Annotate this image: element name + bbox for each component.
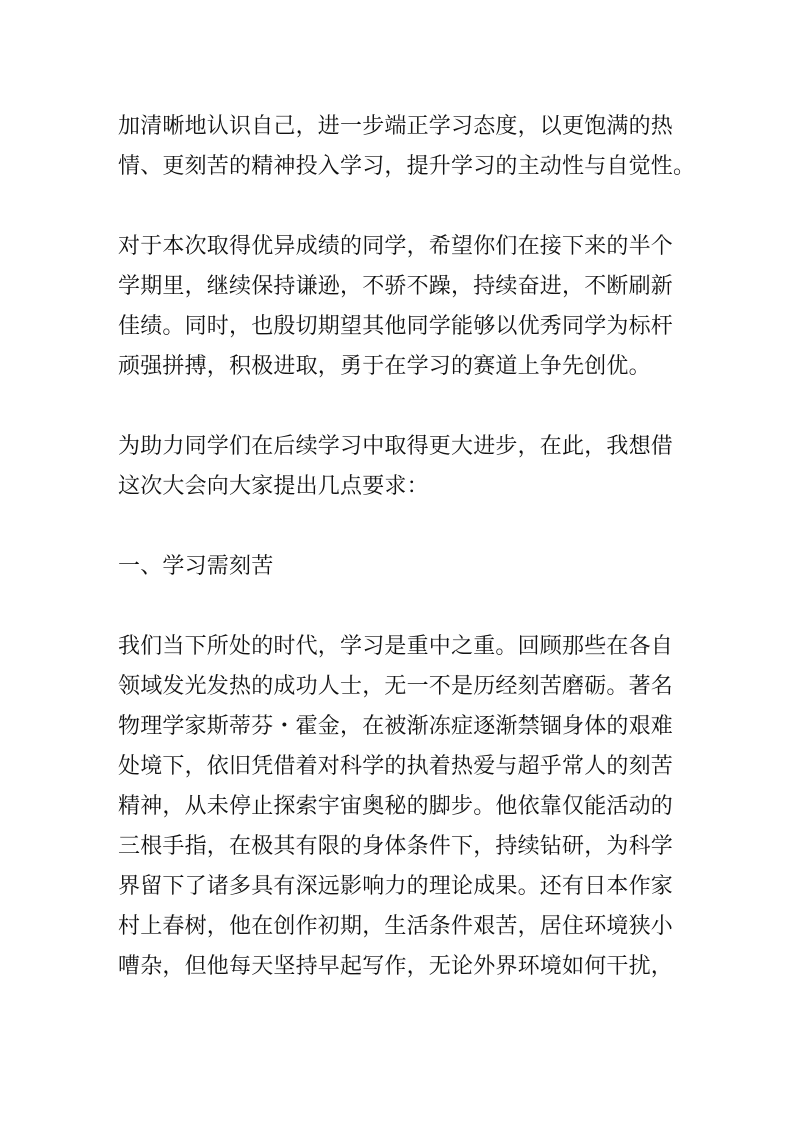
paragraph-line: 精神，从未停止探索宇宙奥秘的脚步。他依靠仅能活动的: [118, 794, 674, 819]
paragraph-line: 处境下，依旧凭借着对科学的执着热爱与超乎常人的刻苦: [118, 754, 674, 779]
paragraph-line: 村上春树，他在创作初期，生活条件艰苦，居住环境狭小: [118, 914, 674, 939]
paragraph-line: 佳绩。同时，也殷切期望其他同学能够以优秀同学为标杆: [118, 314, 674, 339]
paragraph-line: 加清晰地认识自己，进一步端正学习态度，以更饱满的热: [118, 114, 674, 139]
paragraph-line: 为助力同学们在后续学习中取得更大进步，在此，我想借: [118, 434, 674, 459]
paragraph-line: 领域发光发热的成功人士，无一不是历经刻苦磨砺。著名: [118, 674, 674, 699]
paragraph-line: 顽强拼搏，积极进取，勇于在学习的赛道上争先创优。: [118, 354, 651, 379]
section-heading: 一、学习需刻苦: [118, 554, 274, 579]
paragraph-line: 物理学家斯蒂芬・霍金，在被渐冻症逐渐禁锢身体的艰难: [118, 714, 674, 739]
paragraph-line: 情、更刻苦的精神投入学习，提升学习的主动性与自觉性。: [118, 154, 696, 179]
paragraph-line: 界留下了诸多具有深远影响力的理论成果。还有日本作家: [118, 874, 674, 899]
paragraph-line: 学期里，继续保持谦逊，不骄不躁，持续奋进，不断刷新: [118, 274, 674, 299]
paragraph-line: 对于本次取得优异成绩的同学，希望你们在接下来的半个: [118, 234, 674, 259]
paragraph-line: 三根手指，在极其有限的身体条件下，持续钻研，为科学: [118, 834, 674, 859]
paragraph-line: 我们当下所处的时代，学习是重中之重。回顾那些在各自: [118, 634, 674, 659]
paragraph-line: 这次大会向大家提出几点要求：: [118, 474, 429, 499]
paragraph-line: 嘈杂，但他每天坚持早起写作，无论外界环境如何干扰，: [118, 954, 674, 979]
